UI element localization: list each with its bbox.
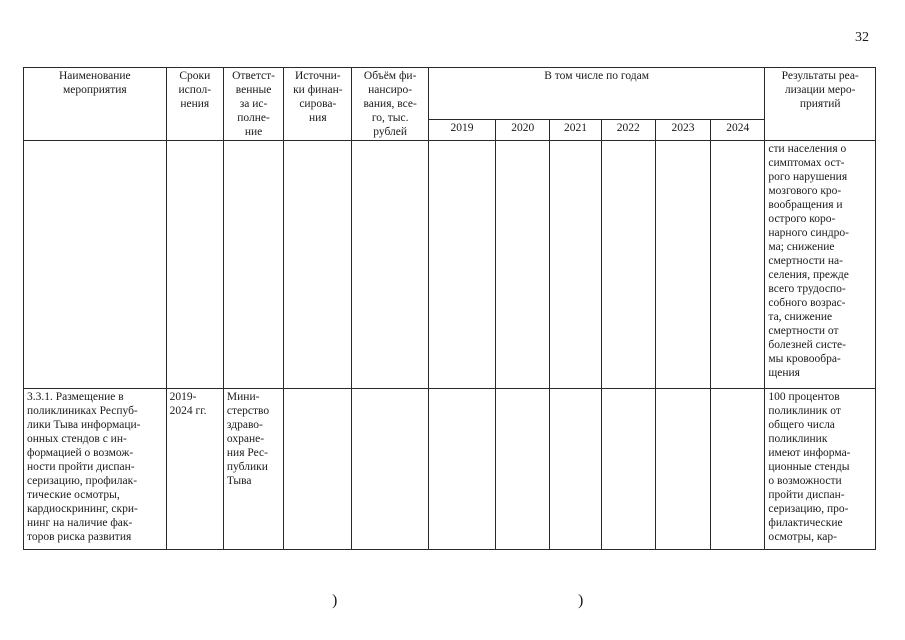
cell-2021 [550,141,601,389]
cell-terms: 2019- 2024 гг. [166,389,223,550]
header-responsible: Ответст- венные за ис- полне- ние [223,68,283,141]
cell-2023 [655,389,710,550]
cell-responsible [223,141,283,389]
cell-volume [352,141,428,389]
activities-table [23,67,876,550]
cell-name: 3.3.1. Размещение в поликлиниках Респуб- лики Тыва информаци- онных стендов с ин- формацией о возмож- ности пройти диспан- серизацию, профилак- тические осмотры, кардиоскрининг, скри- нинг на наличие фак- торов риска развития [24,389,167,550]
table-row [24,141,876,389]
header-terms: Сроки испол- нения [166,68,223,141]
cell-responsible: Мини- стерство здраво- охране- ния Рес- публики Тыва [223,389,283,550]
year-2020: 2020 [496,119,550,140]
cell-2021 [550,389,601,550]
cell-2019 [428,141,495,389]
cell-2024 [711,389,765,550]
cell-volume [352,389,428,550]
header-name: Наименование мероприятия [24,68,167,141]
cell-2022 [601,389,655,550]
cell-sources [284,141,352,389]
cell-sources [284,389,352,550]
cell-2024 [711,141,765,389]
cell-results: сти населения о симптомах ост- рого нарушения мозгового кро- вообращения и острого коро- нарного синдро- ма; снижение смертности на- селения, прежде всего трудоспо- собного возрас- та, снижение смертности от болезней систе- мы кровообра- щения [765,141,876,389]
header-sources: Источни- ки финан- сирова- ния [284,68,352,141]
cell-2020 [496,389,550,550]
cell-terms [166,141,223,389]
cell-2023 [655,141,710,389]
header-results: Результаты реа- лизации меро- приятий [765,68,876,141]
header-by-years: В том числе по годам [428,68,765,120]
cell-results: 100 процентов поликлиник от общего числа поликлиник имеют информа- ционные стенды о возможности пройти диспан- серизацию, про- филактические осмотры, кар- [765,389,876,550]
year-2022: 2022 [601,119,655,140]
table-row [24,389,876,550]
cell-name [24,141,167,389]
year-2023: 2023 [655,119,710,140]
cell-2019 [428,389,495,550]
footer-mark: ) [578,592,584,609]
year-2024: 2024 [711,119,765,140]
cell-2020 [496,141,550,389]
year-2019: 2019 [428,119,495,140]
header-row [24,68,876,120]
cell-2022 [601,141,655,389]
header-volume: Объём фи- нансиро- вания, все- го, тыс. рублей [352,68,428,141]
year-2021: 2021 [550,119,601,140]
page-number: 32 [855,30,869,45]
footer-mark: ) [332,592,338,609]
